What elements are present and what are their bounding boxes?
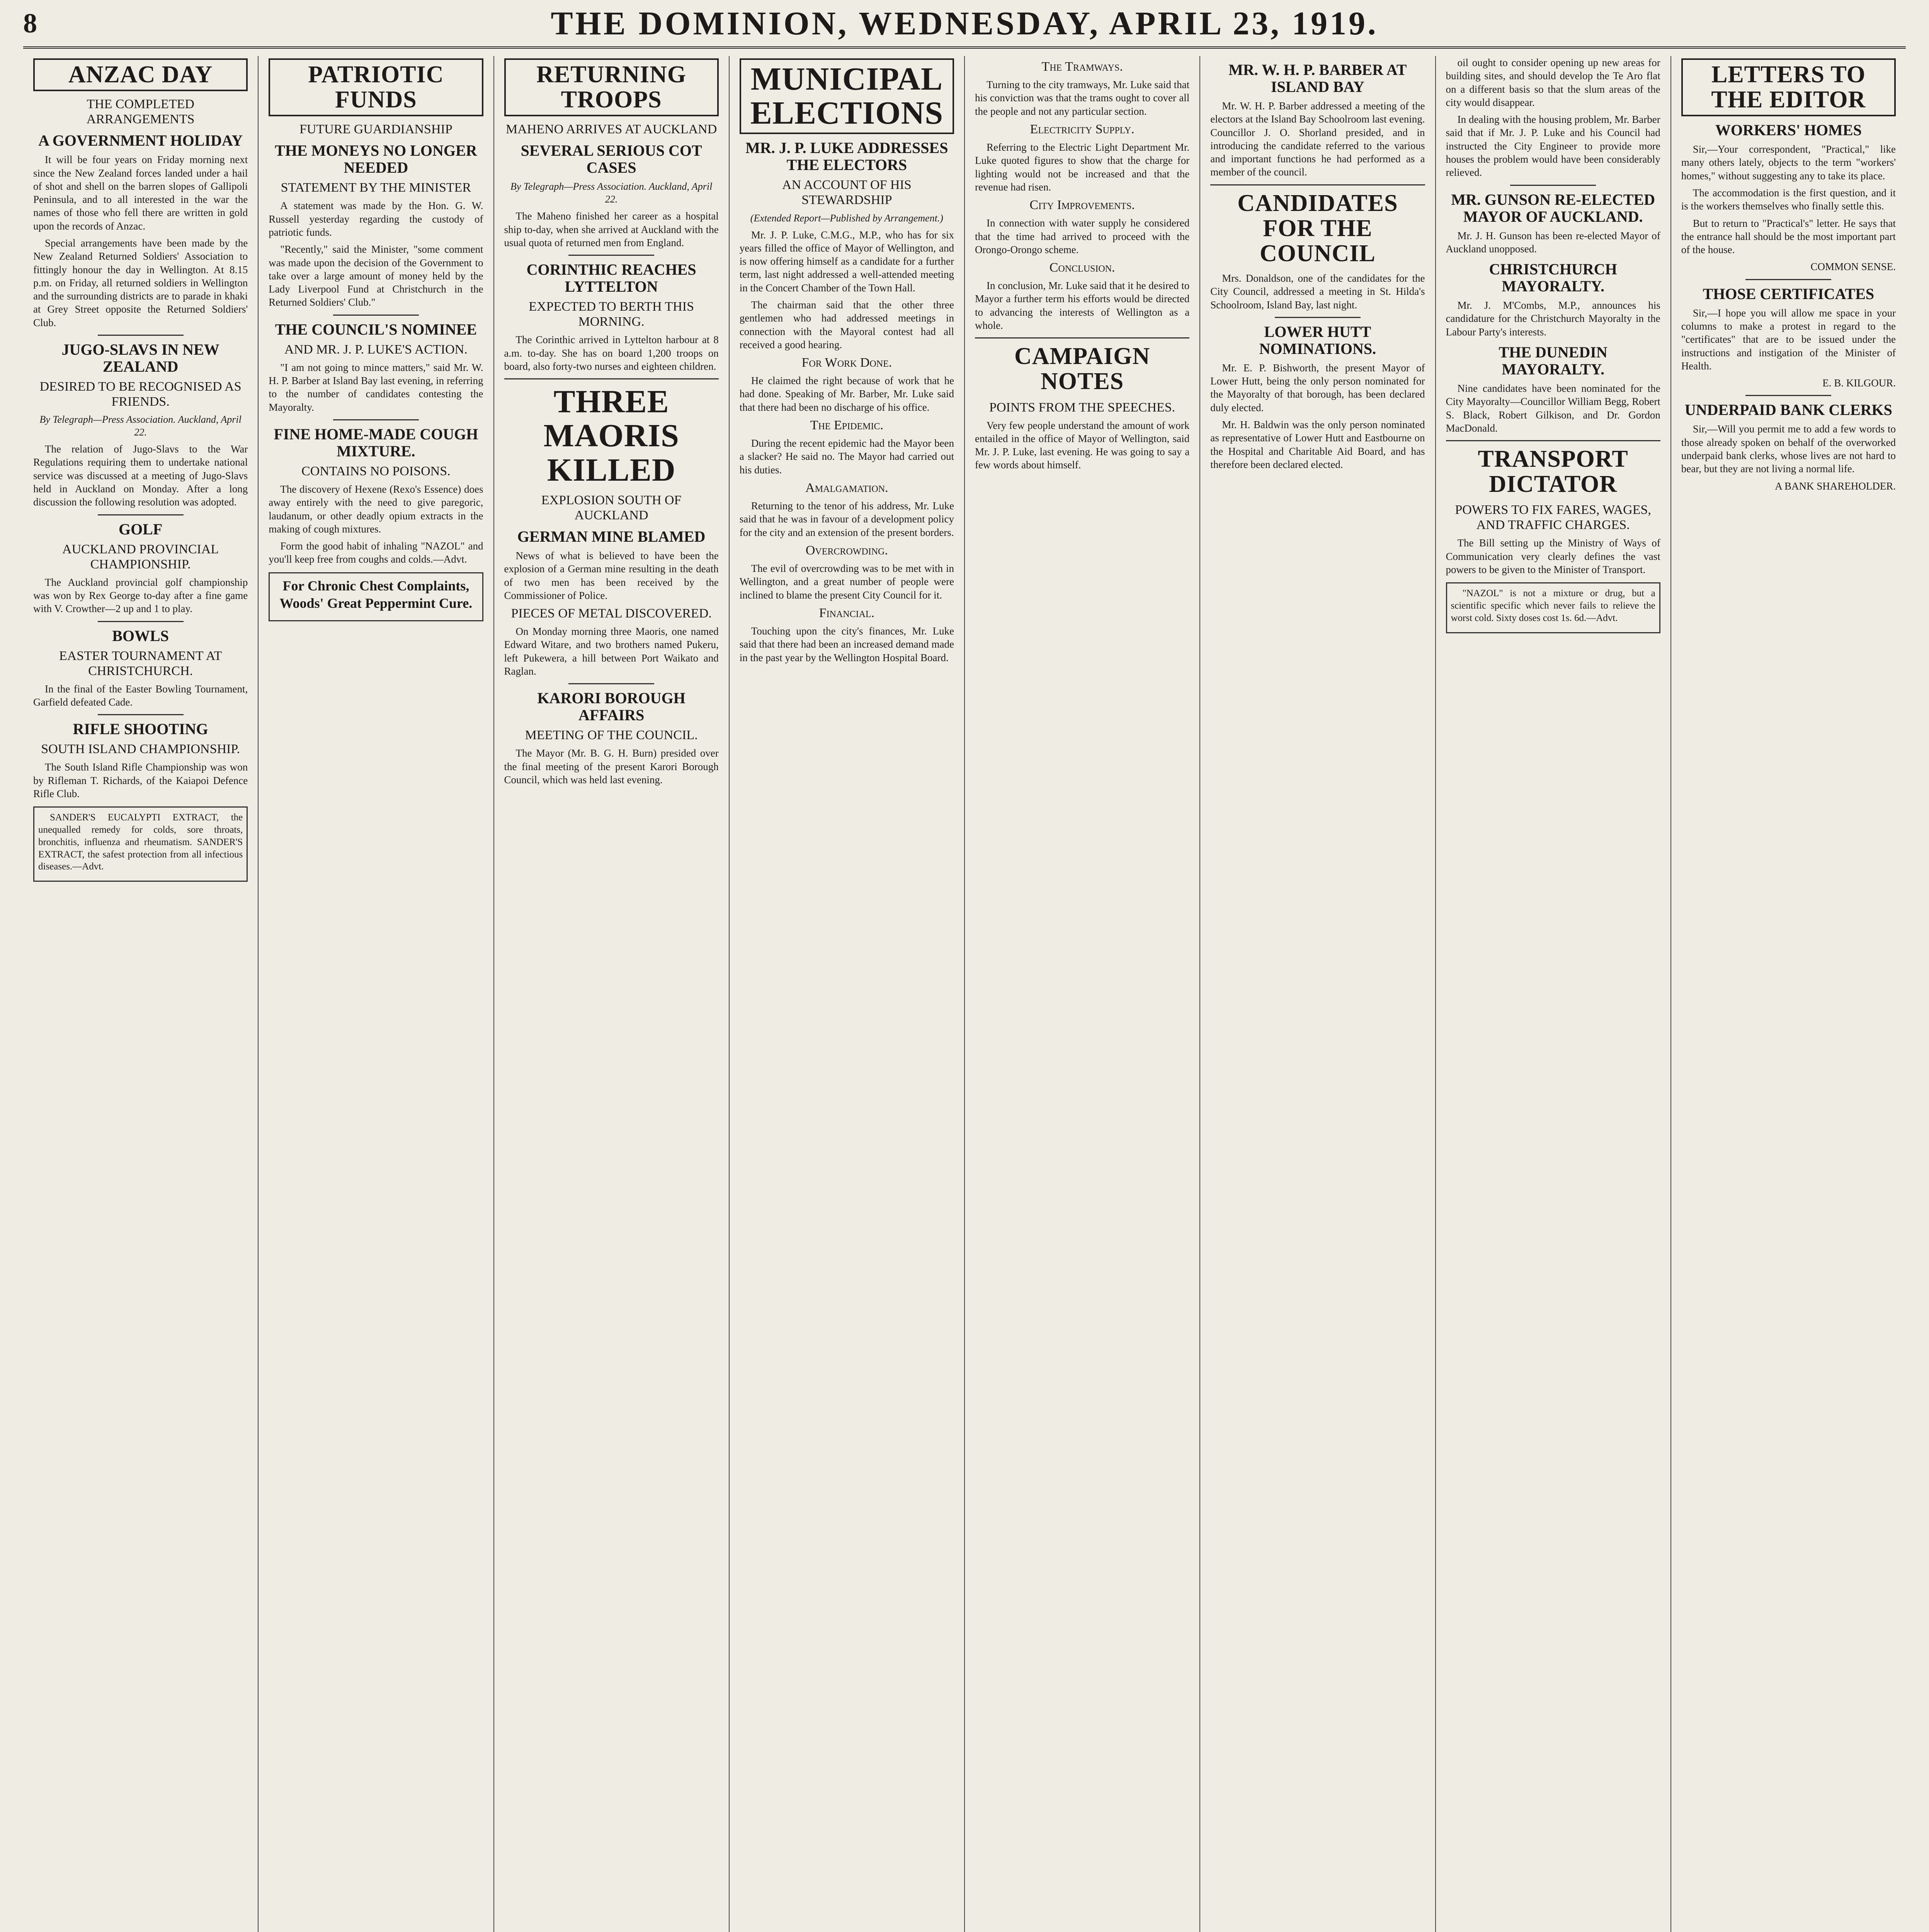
rifle-subhead: SOUTH ISLAND CHAMPIONSHIP. bbox=[41, 742, 240, 757]
certificates-head: THOSE CERTIFICATES bbox=[1703, 285, 1875, 303]
article-paragraph: Nine candidates have been nominated for the City Mayoralty—Councillor William Begg, Robert S. Black, Robert Gilkison, and Dr. Gordon MacDonald. bbox=[1446, 382, 1660, 434]
divider bbox=[1510, 185, 1596, 186]
jugo-slavs-headline: JUGO-SLAVS IN NEW ZEALAND bbox=[61, 340, 219, 375]
article-paragraph: The Corinthic arrived in Lyttelton harbour at 8 a.m. to-day. She has on board 1,200 troops on board, also forty-two nurses and eighteen children. bbox=[504, 334, 719, 372]
cot-cases-head: SEVERAL SERIOUS COT CASES bbox=[521, 142, 702, 177]
article-paragraph: Mr. W. H. P. Barber addressed a meeting of the electors at the Island Bay Schoolroom last evening. Councillor J. O. Shorland presided, and in introducing the candidate referred to the various and important functions he had performed as a member of the council. bbox=[1210, 100, 1425, 178]
dateline: By Telegraph—Press Association. Auckland, April 22. bbox=[39, 414, 242, 438]
letter-paragraph: The accommodation is the first question, and it is the workers themselves who finally settle this. bbox=[1681, 187, 1896, 212]
section-head: Financial. bbox=[819, 605, 875, 620]
lower-hutt-headline: LOWER HUTT NOMINATIONS. bbox=[1259, 323, 1376, 357]
golf-subhead: AUCKLAND PROVINCIAL CHAMPIONSHIP. bbox=[62, 542, 219, 571]
christchurch-headline: CHRISTCHURCH MAYORALTY. bbox=[1489, 260, 1617, 295]
luke-addresses-head: MR. J. P. LUKE ADDRESSES THE ELECTORS bbox=[745, 139, 948, 174]
letter-paragraph: Sir,—Will you permit me to add a few words to those already spoken on behalf of the overworked underpaid bank clerks, whose lives are not hard to bear, but they are not living a normal life. bbox=[1681, 423, 1896, 475]
article-paragraph: In conclusion, Mr. Luke said that it he desired to Mayor a further term his efforts would be directed to advancing the interests of Wellington as a whole. bbox=[975, 280, 1190, 332]
maheno-subhead: MAHENO ARRIVES AT AUCKLAND bbox=[505, 122, 717, 137]
divider bbox=[98, 714, 184, 715]
page-number: 8 bbox=[23, 7, 37, 39]
article-paragraph: Mrs. Donaldson, one of the candidates for the City Council, addressed a meeting in St. Hilda's Schoolroom, Island Bay, last night. bbox=[1210, 272, 1425, 311]
article-paragraph: On Monday morning three Maoris, one named Edward Witare, and two brothers named Pukeru, left Pukewera, a hill between Port Waikato and Raglan. bbox=[504, 626, 719, 677]
article-paragraph: The discovery of Hexene (Rexo's Essence) does away entirely with the need to give paregoric, laudanum, or other deadly opium extracts in the making of cough mixtures. bbox=[269, 483, 483, 535]
article-paragraph: The relation of Jugo-Slavs to the War Regulations requiring them to undertake national service was discussed at a meeting of Jugo-Slavs held in Auckland on Monday. After a long discussion the following resolution was adopted. bbox=[33, 443, 248, 508]
section-head: Conclusion. bbox=[1049, 260, 1115, 275]
divider bbox=[1745, 395, 1831, 396]
article-paragraph: Returning to the tenor of his address, Mr. Luke said that he was in favour of a development policy for the city and an extension of the present borders. bbox=[739, 500, 954, 538]
article-paragraph: In connection with water supply he considered that the time had arrived to proceed with the Orongo-Orongo scheme. bbox=[975, 217, 1190, 255]
barber-headline: MR. W. H. P. BARBER AT ISLAND BAY bbox=[1228, 61, 1407, 95]
section-head: City Improvements. bbox=[1029, 198, 1135, 213]
future-guardianship-subhead: FUTURE GUARDIANSHIP bbox=[299, 122, 452, 137]
article-paragraph: Mr. J. M'Combs, M.P., announces his candidature for the Christchurch Mayoralty in the Labour Party's interests. bbox=[1446, 299, 1660, 338]
rifle-headline: RIFLE SHOOTING bbox=[73, 720, 208, 738]
letter-paragraph: Sir,—I hope you will allow me space in your columns to make a protest in regard to the "certificates" that are to be issued under the instructions and instigation of the Minister of Health. bbox=[1681, 307, 1896, 372]
column-7 bbox=[1436, 56, 1671, 1932]
letter-signature: A BANK SHAREHOLDER. bbox=[1775, 480, 1896, 492]
report-note: (Extended Report—Published by Arrangement.) bbox=[750, 212, 943, 224]
candidates-council-headline: CANDIDATES FOR THE COUNCIL bbox=[1237, 190, 1398, 267]
article-paragraph: Mr. E. P. Bishworth, the present Mayor of Lower Hutt, being the only person nominated for the Mayoralty of that borough, has been declared duly elected. bbox=[1210, 362, 1425, 413]
divider bbox=[333, 315, 419, 316]
section-head: Overcrowding. bbox=[805, 543, 888, 558]
karori-subhead: MEETING OF THE COUNCIL. bbox=[525, 728, 698, 743]
article-paragraph: The Maheno finished her career as a hospital ship to-day, when she arrived at Auckland with the usual quota of returned men from England. bbox=[504, 210, 719, 248]
anzac-subhead: THE COMPLETED ARRANGEMENTS bbox=[86, 97, 195, 127]
statement-subhead: STATEMENT BY THE MINISTER bbox=[281, 180, 471, 195]
bowls-headline: BOWLS bbox=[112, 627, 169, 645]
article-paragraph: Touching upon the city's finances, Mr. Luke said that there had been an increased demand made in the past year by the Wellington Hospital Board. bbox=[739, 625, 954, 663]
corinthic-headline: CORINTHIC REACHES LYTTELTON bbox=[526, 261, 696, 296]
divider bbox=[568, 255, 654, 256]
stewardship-subhead: AN ACCOUNT OF HIS STEWARDSHIP bbox=[782, 178, 912, 207]
three-maoris-killed-headline: THREE MAORIS KILLED bbox=[543, 384, 679, 488]
bank-clerks-head: UNDERPAID BANK CLERKS bbox=[1684, 401, 1892, 419]
divider bbox=[1446, 440, 1660, 441]
article-paragraph: Form the good habit of inhaling "NAZOL" and you'll keep free from coughs and colds.—Advt. bbox=[269, 540, 483, 565]
divider bbox=[333, 419, 419, 420]
gunson-headline: MR. GUNSON RE-ELECTED MAYOR OF AUCKLAND. bbox=[1451, 190, 1655, 225]
article-paragraph: Mr. H. Baldwin was the only person nominated as representative of Lower Hutt and Eastbourne on the Hospital and Charitable Aid Board, and has therefore been declared elected. bbox=[1210, 418, 1425, 470]
article-paragraph: The Auckland provincial golf championship was won by Rex George to-day after a fine game with V. Crowther—2 up and 1 to play. bbox=[33, 576, 248, 615]
columns bbox=[23, 56, 1906, 1932]
section-head: Amalgamation. bbox=[805, 480, 888, 495]
letter-signature: COMMON SENSE. bbox=[1810, 261, 1896, 273]
karori-headline: KARORI BOROUGH AFFAIRS bbox=[537, 689, 686, 724]
advertisement bbox=[1446, 582, 1660, 633]
moneys-headline: THE MONEYS NO LONGER NEEDED bbox=[275, 142, 477, 177]
advertisement bbox=[269, 572, 483, 621]
dunedin-headline: THE DUNEDIN MAYORALTY. bbox=[1499, 343, 1608, 378]
divider bbox=[975, 337, 1189, 338]
article-paragraph: Mr. J. P. Luke, C.M.G., M.P., who has for six years filled the office of Mayor of Wellington, and is now offering himself as a candidate for a further term, last night addressed a well-attended meeting in the Concert Chamber of the Town Hall. bbox=[739, 229, 954, 294]
divider bbox=[98, 514, 184, 515]
divider bbox=[1275, 317, 1361, 318]
article-paragraph: Turning to the city tramways, Mr. Luke said that his conviction was that the trams ought to cover all the people and not any particular section. bbox=[975, 79, 1190, 117]
article-paragraph: The Mayor (Mr. B. G. H. Burn) presided over the final meeting of the present Karori Borough Council, which was held last evening. bbox=[504, 747, 719, 786]
section-head: For Work Done. bbox=[801, 355, 892, 370]
cough-mixture-headline: FINE HOME-MADE COUGH MIXTURE. bbox=[274, 425, 478, 460]
column-8 bbox=[1671, 56, 1906, 1932]
column-4 bbox=[730, 56, 965, 1932]
article-paragraph: A statement was made by the Hon. G. W. Russell yesterday regarding the custody of patriotic funds. bbox=[269, 200, 483, 238]
divider bbox=[1210, 184, 1425, 185]
article-paragraph: In the final of the Easter Bowling Tournament, Garfield defeated Cade. bbox=[33, 683, 248, 708]
luke-action-subhead: AND MR. J. P. LUKE'S ACTION. bbox=[284, 342, 468, 357]
column-2 bbox=[259, 56, 494, 1932]
explosion-subhead: EXPLOSION SOUTH OF AUCKLAND bbox=[541, 493, 682, 522]
newspaper-title: THE DOMINION, WEDNESDAY, APRIL 23, 1919. bbox=[551, 5, 1378, 42]
golf-headline: GOLF bbox=[118, 520, 163, 538]
section-head: Electricity Supply. bbox=[1030, 122, 1135, 136]
anzac-day-headline: ANZAC DAY bbox=[33, 58, 248, 91]
no-poisons-subhead: CONTAINS NO POISONS. bbox=[301, 464, 451, 478]
jugo-slavs-subhead: DESIRED TO BE RECOGNISED AS FRIENDS. bbox=[39, 379, 242, 409]
speeches-subhead: POINTS FROM THE SPEECHES. bbox=[989, 400, 1175, 415]
patriotic-funds-headline: PATRIOTIC FUNDS bbox=[269, 58, 483, 116]
article-paragraph: The Bill setting up the Ministry of Ways of Communication very clearly defines the vast powers to be given to the Minister of Transport. bbox=[1446, 537, 1660, 575]
column-6 bbox=[1200, 56, 1436, 1932]
returning-troops-headline: RETURNING TROOPS bbox=[504, 58, 719, 116]
section-head: The Epidemic. bbox=[810, 418, 883, 433]
article-paragraph: In dealing with the housing problem, Mr. Barber said that if Mr. J. P. Luke and his Council had instructed the City Engineer to provide more houses the problem would have been considerably relieved. bbox=[1446, 114, 1660, 179]
letter-signature: E. B. KILGOUR. bbox=[1822, 377, 1896, 389]
article-paragraph: Special arrangements have been made by the New Zealand Returned Soldiers' Association to fittingly honour the day in Wellington. At 8.15 p.m. on Friday, all returned soldiers in Wellington and the surrounding districts are to parade in khaki at Grey Street opposite the Returned Soldiers' Club. bbox=[33, 237, 248, 328]
article-paragraph: Very few people understand the amount of work entailed in the office of Mayor of Wellington, said Mr. J. P. Luke, last evening. He was going to say a few words about himself. bbox=[975, 419, 1190, 471]
corinthic-subhead: EXPECTED TO BERTH THIS MORNING. bbox=[529, 299, 694, 329]
article-paragraph: The South Island Rifle Championship was won by Rifleman T. Richards, of the Kaiapoi Defence Rifle Club. bbox=[33, 761, 248, 799]
article-paragraph: oil ought to consider opening up new areas for building sites, and should develop the Te Aro flat on a different basis so that the slum areas of the city would disappear. bbox=[1446, 57, 1660, 108]
article-paragraph: He claimed the right because of work that he had done. Speaking of Mr. Barber, Mr. Luke said that there had been no discharge of his office. bbox=[739, 375, 954, 413]
column-5 bbox=[965, 56, 1200, 1932]
workers-homes-head: WORKERS' HOMES bbox=[1715, 121, 1862, 139]
article-paragraph: News of what is believed to have been the explosion of a German mine resulting in the death of two men has been received by the Commissioner of Police. bbox=[504, 549, 719, 601]
metal-discovered-subhead: PIECES OF METAL DISCOVERED. bbox=[511, 606, 712, 621]
masthead bbox=[23, 0, 1906, 49]
divider bbox=[568, 683, 654, 684]
divider bbox=[98, 335, 184, 336]
advertisement-text: For Chronic Chest Complaints, Woods' Great Peppermint Cure. bbox=[279, 578, 473, 611]
article-paragraph: It will be four years on Friday morning next since the New Zealand forces landed under a hail of shot and shell on the barren slopes of Gallipoli Peninsula, and to all interested in the war the names of those who fell there are written in gold upon the records of Anzac. bbox=[33, 154, 248, 232]
campaign-notes-headline: CAMPAIGN NOTES bbox=[1014, 343, 1150, 395]
divider bbox=[98, 621, 184, 622]
advertisement-text: "NAZOL" is not a mixture or drug, but a scientific specific which never fails to relieve the worst cold. Sixty doses cost 1s. 6d.—Advt. bbox=[1451, 588, 1655, 623]
article-paragraph: "I am not going to mince matters," said Mr. W. H. P. Barber at Island Bay last evening, in referring to the number of candidates contesting the Mayoralty. bbox=[269, 361, 483, 413]
divider bbox=[504, 378, 719, 379]
column-3 bbox=[494, 56, 730, 1932]
letter-paragraph: Sir,—Your correspondent, "Practical," like many others lately, objects to the term "workers' homes," without suggesting any to take its place. bbox=[1681, 143, 1896, 182]
municipal-elections-headline: MUNICIPAL ELECTIONS bbox=[740, 58, 954, 134]
article-paragraph: The chairman said that the other three gentlemen who had addressed meetings in connection with the Mayoral contest had all received a good hearing. bbox=[739, 299, 954, 350]
divider bbox=[1745, 279, 1831, 280]
article-paragraph: "Recently," said the Minister, "some comment was made upon the decision of the Government to take over a large amount of money held by the Lady Liverpool Fund at Christchurch in the Returned Soldiers' Club." bbox=[269, 243, 483, 308]
councils-nominee-headline: THE COUNCIL'S NOMINEE bbox=[275, 320, 477, 338]
article-paragraph: During the recent epidemic had the Mayor been a slacker? He said no. The Mayor had carried out his duties. bbox=[739, 437, 954, 476]
transport-dictator-headline: TRANSPORT DICTATOR bbox=[1478, 446, 1628, 498]
government-holiday-head: A GOVERNMENT HOLIDAY bbox=[38, 132, 243, 150]
letters-to-editor-headline: LETTERS TO THE EDITOR bbox=[1681, 58, 1896, 116]
article-paragraph: The evil of overcrowding was to be met with in Wellington, and a great number of people were inclined to blame the present City Council for it. bbox=[739, 563, 954, 601]
column-1 bbox=[23, 56, 259, 1932]
article-paragraph: Referring to the Electric Light Department Mr. Luke quoted figures to show that the charge for lighting would not be increased and that the revenue had risen. bbox=[975, 141, 1190, 193]
article-paragraph: Mr. J. H. Gunson has been re-elected Mayor of Auckland unopposed. bbox=[1446, 230, 1660, 255]
dateline: By Telegraph—Press Association. Auckland, April 22. bbox=[510, 181, 713, 205]
german-mine-head: GERMAN MINE BLAMED bbox=[517, 527, 706, 545]
advertisement bbox=[33, 806, 248, 882]
powers-subhead: POWERS TO FIX FARES, WAGES, AND TRAFFIC CHARGES. bbox=[1455, 503, 1651, 532]
section-head: The Tramways. bbox=[1041, 60, 1123, 74]
advertisement-text: SANDER'S EUCALYPTI EXTRACT, the unequalled remedy for colds, sore throats, bronchitis, influenza and rheumatism. SANDER'S EXTRACT, the safest protection from all infectious diseases.—Advt. bbox=[38, 812, 243, 872]
letter-paragraph: But to return to "Practical's" letter. He says that the entrance hall should be the most important part of the house. bbox=[1681, 217, 1896, 256]
bowls-subhead: EASTER TOURNAMENT AT CHRISTCHURCH. bbox=[59, 648, 222, 678]
